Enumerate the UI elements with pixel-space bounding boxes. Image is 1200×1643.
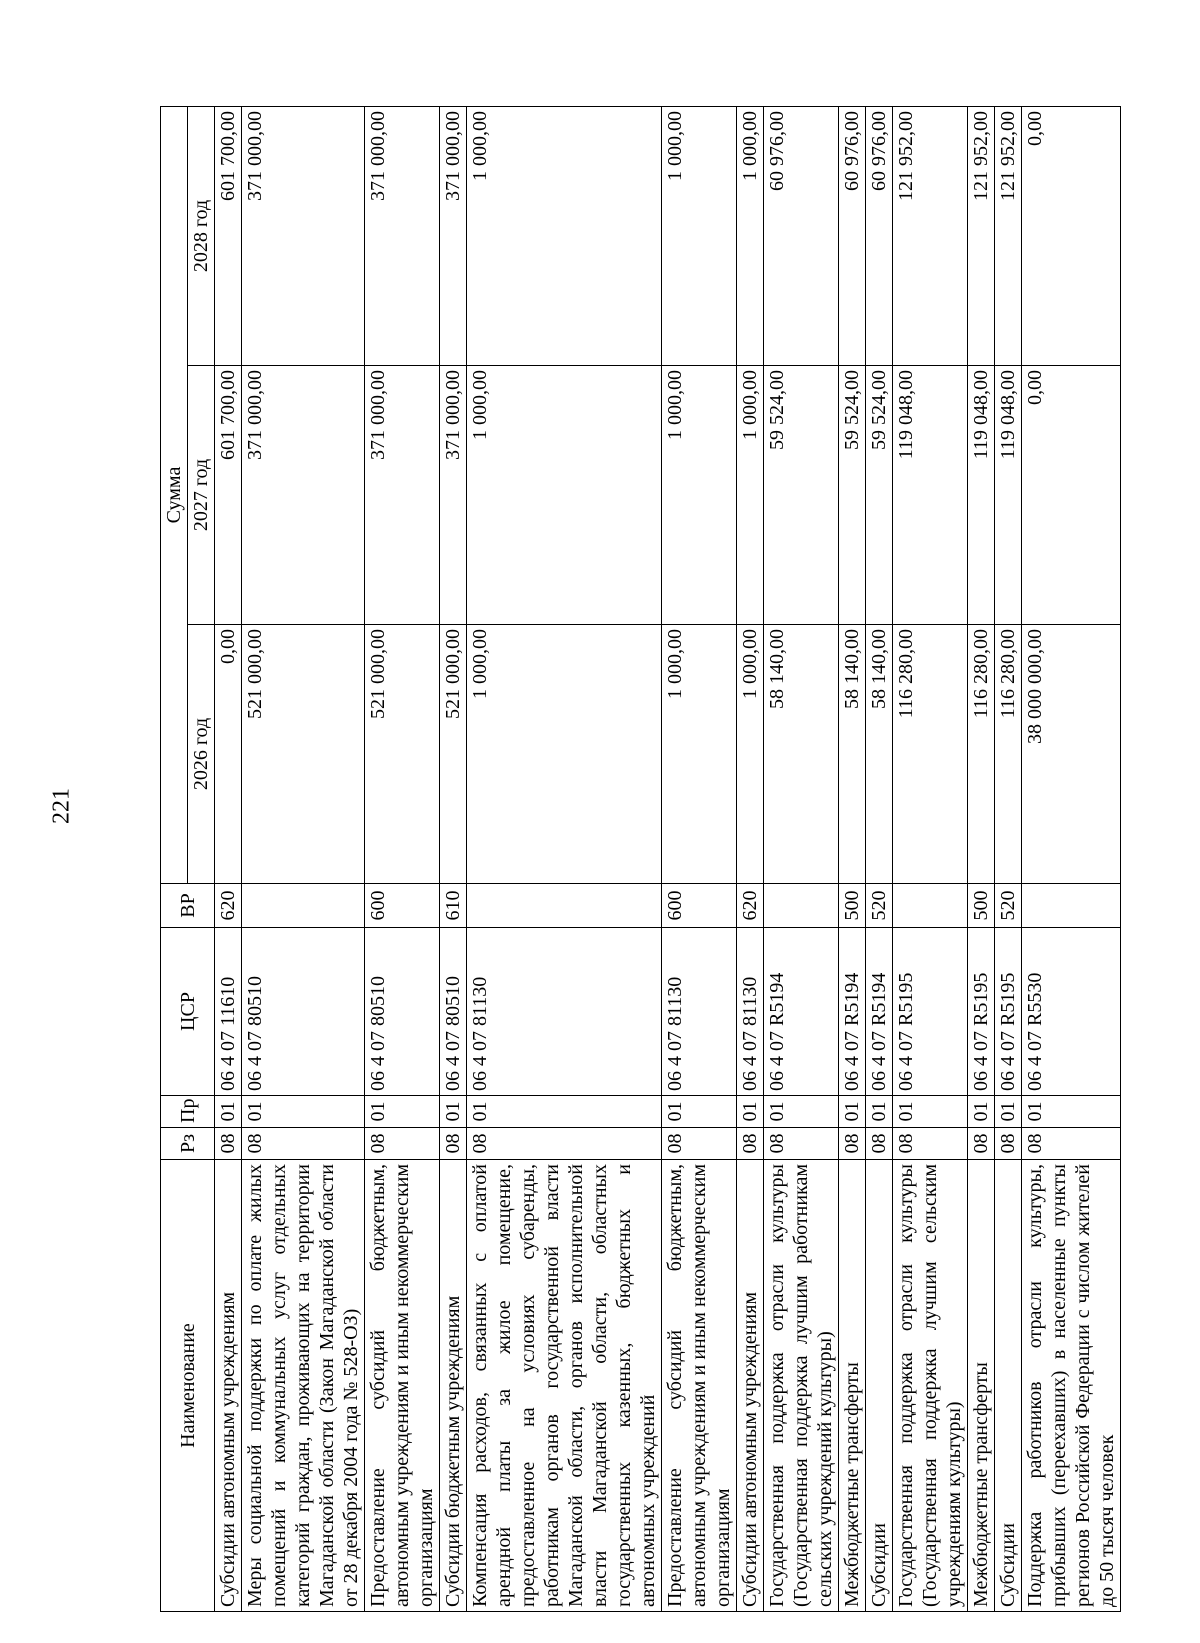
row-csr: 06 4 07 80510: [242, 928, 365, 1096]
row-pr: 01: [764, 1096, 839, 1128]
row-sum-2026: 116 280,00: [995, 625, 1022, 884]
row-sum-2028: 60 976,00: [839, 106, 866, 365]
row-name: Поддержка работников отрасли культуры, прибывших (переехавших) в населенные пункты регионов Российской Федерации с числом жителей до 50 тысяч человек: [1022, 1160, 1121, 1612]
row-name: Государственная поддержка отрасли культуры (Государственная поддержка лучшим сельским учреждениям культуры): [893, 1160, 968, 1612]
row-sum-2027: 371 000,00: [440, 366, 467, 625]
row-sum-2027: 1 000,00: [662, 366, 737, 625]
row-pr: 01: [995, 1096, 1022, 1128]
row-rz: 08: [215, 1128, 242, 1160]
row-rz: 08: [839, 1128, 866, 1160]
row-pr: 01: [467, 1096, 662, 1128]
row-rz: 08: [467, 1128, 662, 1160]
row-sum-2027: 59 524,00: [764, 366, 839, 625]
row-sum-2026: 38 000 000,00: [1022, 625, 1121, 884]
row-name: Субсидии автономным учреждениям: [737, 1160, 764, 1612]
table-row: [995, 106, 1022, 1611]
table-row: [737, 106, 764, 1611]
row-sum-2028: 1 000,00: [737, 106, 764, 365]
table-row: [662, 106, 737, 1611]
row-rz: 08: [737, 1128, 764, 1160]
row-sum-2028: 60 976,00: [764, 106, 839, 365]
table-row: [215, 106, 242, 1611]
row-vr: 600: [662, 884, 737, 928]
row-csr: 06 4 07 R5530: [1022, 928, 1121, 1096]
row-sum-2026: 521 000,00: [242, 625, 365, 884]
table-row: [242, 106, 365, 1611]
header-2026: 2026 год: [188, 625, 215, 884]
header-sum: Сумма: [161, 106, 188, 883]
row-name: Межбюджетные трансферты: [968, 1160, 995, 1612]
row-csr: 06 4 07 80510: [365, 928, 440, 1096]
row-rz: 08: [242, 1128, 365, 1160]
row-name: Предоставление субсидий бюджетным, автономным учреждениям и иным некоммерческим организациям: [365, 1160, 440, 1612]
row-name: Субсидии: [866, 1160, 893, 1612]
row-name: Предоставление субсидий бюджетным, автономным учреждениям и иным некоммерческим организациям: [662, 1160, 737, 1612]
row-sum-2026: 521 000,00: [365, 625, 440, 884]
row-sum-2026: 1 000,00: [737, 625, 764, 884]
row-pr: 01: [737, 1096, 764, 1128]
row-rz: 08: [365, 1128, 440, 1160]
table-row: [839, 106, 866, 1611]
row-pr: 01: [662, 1096, 737, 1128]
table-row: [968, 106, 995, 1611]
row-csr: 06 4 07 R5194: [764, 928, 839, 1096]
row-name: Межбюджетные трансферты: [839, 1160, 866, 1612]
row-sum-2028: 601 700,00: [215, 106, 242, 365]
row-name: Субсидии бюджетным учреждениям: [440, 1160, 467, 1612]
table-row: [764, 106, 839, 1611]
row-sum-2028: 60 976,00: [866, 106, 893, 365]
header-2028: 2028 год: [188, 106, 215, 365]
row-pr: 01: [866, 1096, 893, 1128]
row-sum-2028: 121 952,00: [893, 106, 968, 365]
row-name: Субсидии автономным учреждениям: [215, 1160, 242, 1612]
row-rz: 08: [440, 1128, 467, 1160]
row-sum-2028: 371 000,00: [440, 106, 467, 365]
row-csr: 06 4 07 11610: [215, 928, 242, 1096]
row-vr: 620: [215, 884, 242, 928]
row-vr: [467, 884, 662, 928]
row-sum-2027: 119 048,00: [995, 366, 1022, 625]
row-sum-2028: 1 000,00: [467, 106, 662, 365]
row-sum-2027: 0,00: [1022, 366, 1121, 625]
row-sum-2027: 119 048,00: [893, 366, 968, 625]
row-vr: 520: [866, 884, 893, 928]
row-sum-2026: 58 140,00: [839, 625, 866, 884]
header-csr: ЦСР: [161, 928, 215, 1096]
header-rz: Рз: [161, 1128, 215, 1160]
row-csr: 06 4 07 R5195: [893, 928, 968, 1096]
row-sum-2027: 59 524,00: [839, 366, 866, 625]
row-vr: [893, 884, 968, 928]
row-sum-2026: 58 140,00: [866, 625, 893, 884]
row-vr: [1022, 884, 1121, 928]
row-rz: 08: [764, 1128, 839, 1160]
row-sum-2026: 58 140,00: [764, 625, 839, 884]
row-sum-2028: 121 952,00: [995, 106, 1022, 365]
row-csr: 06 4 07 R5195: [995, 928, 1022, 1096]
row-sum-2026: 0,00: [215, 625, 242, 884]
row-pr: 01: [242, 1096, 365, 1128]
row-pr: 01: [893, 1096, 968, 1128]
row-sum-2026: 521 000,00: [440, 625, 467, 884]
row-csr: 06 4 07 R5195: [968, 928, 995, 1096]
header-vr: ВР: [161, 884, 215, 928]
table-row: [365, 106, 440, 1611]
row-csr: 06 4 07 81130: [737, 928, 764, 1096]
row-sum-2027: 1 000,00: [737, 366, 764, 625]
row-sum-2028: 121 952,00: [968, 106, 995, 365]
row-rz: 08: [968, 1128, 995, 1160]
row-vr: [242, 884, 365, 928]
row-pr: 01: [440, 1096, 467, 1128]
row-vr: 600: [365, 884, 440, 928]
page-number: 221: [48, 788, 75, 824]
header-pr: Пр: [161, 1096, 215, 1128]
row-sum-2026: 116 280,00: [893, 625, 968, 884]
row-name: Субсидии: [995, 1160, 1022, 1612]
row-name: Компенсация расходов, связанных с оплатой арендной платы за жилое помещение, предоставленное на условиях субаренды, работникам органов государственной власти Магаданской области, органов исполнительной власти Магаданской области, областных государственных казенных, бюджетных и автономных учреждений: [467, 1160, 662, 1612]
row-rz: 08: [893, 1128, 968, 1160]
row-rz: 08: [1022, 1128, 1121, 1160]
row-sum-2028: 1 000,00: [662, 106, 737, 365]
row-sum-2027: 1 000,00: [467, 366, 662, 625]
row-vr: 500: [968, 884, 995, 928]
row-sum-2026: 1 000,00: [467, 625, 662, 884]
row-pr: 01: [968, 1096, 995, 1128]
row-sum-2027: 371 000,00: [242, 366, 365, 625]
row-vr: [764, 884, 839, 928]
table-row: [467, 106, 662, 1611]
table-body: [215, 106, 1121, 1611]
rotated-page-content: [160, 107, 1118, 1612]
row-name: Меры социальной поддержки по оплате жилых помещений и коммунальных услуг отдельных категорий граждан, проживающих на территории Магаданской области (Закон Магаданской области от 28 декабря 2004 года № 528-ОЗ): [242, 1160, 365, 1612]
header-name: Наименование: [161, 1160, 215, 1612]
table-row: [893, 106, 968, 1611]
row-sum-2027: 119 048,00: [968, 366, 995, 625]
row-vr: 620: [737, 884, 764, 928]
row-vr: 500: [839, 884, 866, 928]
row-sum-2028: 371 000,00: [365, 106, 440, 365]
row-csr: 06 4 07 R5194: [866, 928, 893, 1096]
row-csr: 06 4 07 80510: [440, 928, 467, 1096]
table-row: [440, 106, 467, 1611]
row-sum-2027: 601 700,00: [215, 366, 242, 625]
row-rz: 08: [866, 1128, 893, 1160]
row-name: Государственная поддержка отрасли культуры (Государственная поддержка лучшим работникам сельских учреждений культуры): [764, 1160, 839, 1612]
row-sum-2028: 0,00: [1022, 106, 1121, 365]
row-sum-2027: 371 000,00: [365, 366, 440, 625]
row-rz: 08: [995, 1128, 1022, 1160]
row-csr: 06 4 07 81130: [662, 928, 737, 1096]
table-row: [1022, 106, 1121, 1611]
row-pr: 01: [1022, 1096, 1121, 1128]
row-vr: 610: [440, 884, 467, 928]
row-csr: 06 4 07 R5194: [839, 928, 866, 1096]
row-pr: 01: [365, 1096, 440, 1128]
header-2027: 2027 год: [188, 366, 215, 625]
row-csr: 06 4 07 81130: [467, 928, 662, 1096]
row-sum-2027: 59 524,00: [866, 366, 893, 625]
table-header: [161, 106, 215, 1611]
row-rz: 08: [662, 1128, 737, 1160]
row-sum-2028: 371 000,00: [242, 106, 365, 365]
row-pr: 01: [839, 1096, 866, 1128]
row-sum-2026: 1 000,00: [662, 625, 737, 884]
row-sum-2026: 116 280,00: [968, 625, 995, 884]
budget-table: [160, 106, 1121, 1612]
table-row: [866, 106, 893, 1611]
row-pr: 01: [215, 1096, 242, 1128]
row-vr: 520: [995, 884, 1022, 928]
